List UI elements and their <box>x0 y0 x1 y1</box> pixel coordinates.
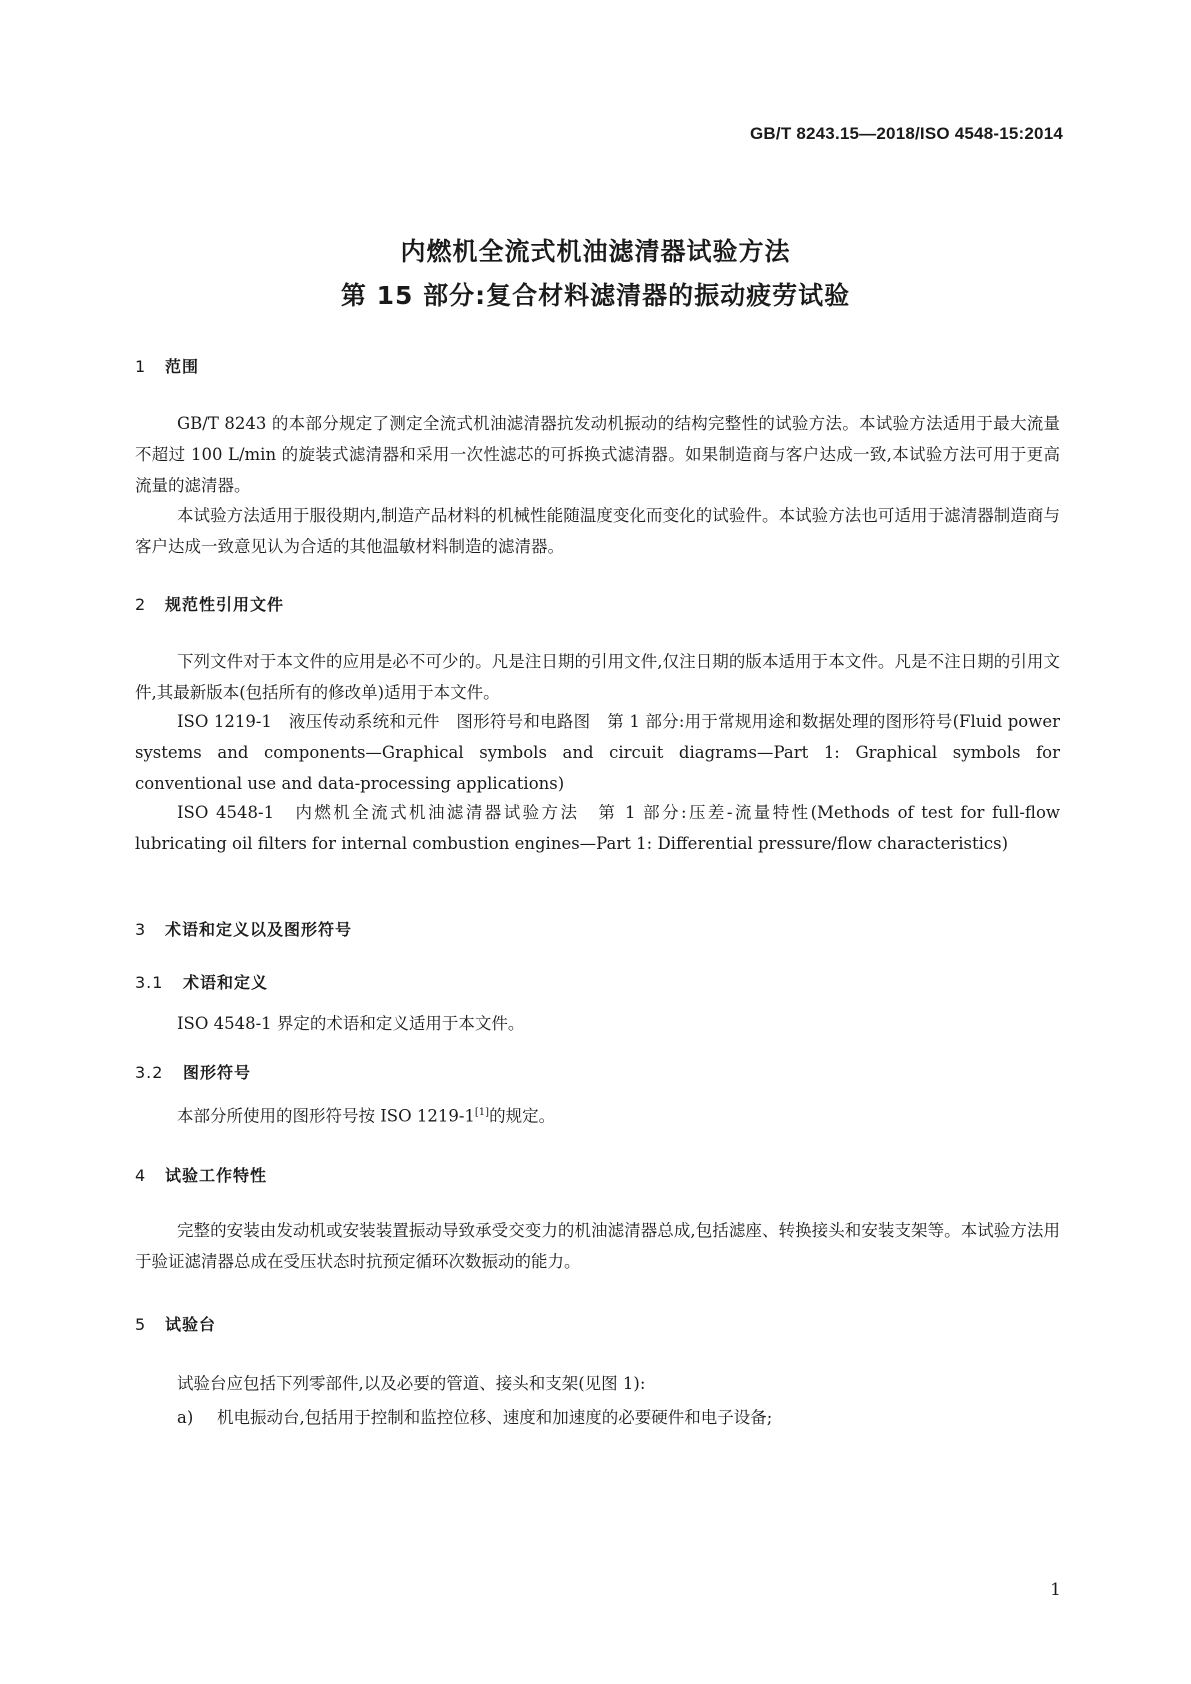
section-2-paragraph-1: 下列文件对于本文件的应用是必不可少的。凡是注日期的引用文件,仅注日期的版本适用于本文件。凡是不注日期的引用文件,其最新版本(包括所有的修改单)适用于本文件。 <box>135 652 1060 702</box>
standard-code: GB/T 8243.15—2018/ISO 4548-15:2014 <box>750 124 1063 143</box>
section-3-2-text <box>135 1097 1060 1132</box>
subsection-number: 3.2 <box>135 1063 164 1082</box>
section-number: 4 <box>135 1166 147 1185</box>
subsection-title: 术语和定义 <box>183 973 269 992</box>
citation-ref: [1] <box>474 1107 490 1118</box>
reference-iso-1219-1: ISO 1219-1 液压传动系统和元件 图形符号和电路图 第 1 部分:用于常规用途和数据处理的图形符号(Fluid power systems and components—Graphical symbols and circuit diagrams—Part 1: Graphical symbols for conventional use and data-processing applications) <box>135 712 1060 793</box>
section-3-heading <box>135 917 352 940</box>
section-2-heading <box>135 592 284 615</box>
text-part: 本部分所使用的图形符号按 ISO 1219-1 <box>177 1106 475 1126</box>
section-number: 1 <box>135 357 147 376</box>
section-3-2-heading <box>135 1060 251 1083</box>
section-number: 3 <box>135 920 147 939</box>
section-3-1-text: ISO 4548-1 界定的术语和定义适用于本文件。 <box>177 1014 525 1033</box>
section-title: 范围 <box>165 357 200 376</box>
section-5-heading <box>135 1312 216 1335</box>
section-5-paragraph-1: 试验台应包括下列零部件,以及必要的管道、接头和支架(见图 1): <box>177 1374 646 1393</box>
section-1-paragraph-1: GB/T 8243 的本部分规定了测定全流式机油滤清器抗发动机振动的结构完整性的试验方法。本试验方法适用于最大流量不超过 100 L/min 的旋装式滤清器和采用一次性滤芯的可拆换式滤清器。如果制造商与客户达成一致,本试验方法可用于更高流量的滤清器。 <box>135 414 1060 495</box>
section-4-heading <box>135 1163 267 1186</box>
reference-iso-4548-1: ISO 4548-1 内燃机全流式机油滤清器试验方法 第 1 部分:压差-流量特性(Methods of test for full-flow lubricating oil filters for internal combustion engines—Part 1: Differential pressure/flow characteristics) <box>135 803 1060 853</box>
text-part: 的规定。 <box>489 1106 556 1126</box>
section-1-heading <box>135 354 199 377</box>
section-title: 试验工作特性 <box>165 1166 268 1185</box>
section-4-paragraph-1: 完整的安装由发动机或安装装置振动导致承受交变力的机油滤清器总成,包括滤座、转换接头和安装支架等。本试验方法用于验证滤清器总成在受压状态时抗预定循环次数振动的能力。 <box>135 1221 1060 1271</box>
section-title: 术语和定义以及图形符号 <box>165 920 353 939</box>
section-title: 规范性引用文件 <box>165 595 285 614</box>
section-1-paragraph-2: 本试验方法适用于服役期内,制造产品材料的机械性能随温度变化而变化的试验件。本试验方法也可适用于滤清器制造商与客户达成一致意见认为合适的其他温敏材料制造的滤清器。 <box>135 506 1060 556</box>
section-number: 5 <box>135 1315 147 1334</box>
section-3-1-heading <box>135 970 268 993</box>
section-title: 试验台 <box>165 1315 217 1334</box>
subsection-title: 图形符号 <box>183 1063 252 1082</box>
list-marker: a) <box>177 1408 194 1427</box>
page-number: 1 <box>1050 1580 1061 1600</box>
list-item-text: 机电振动台,包括用于控制和监控位移、速度和加速度的必要硬件和电子设备; <box>217 1408 773 1427</box>
document-title-line1: 内燃机全流式机油滤清器试验方法 <box>400 237 791 266</box>
subsection-number: 3.1 <box>135 973 164 992</box>
document-title-line2: 第 15 部分:复合材料滤清器的振动疲劳试验 <box>340 281 851 310</box>
list-item-a <box>177 1404 772 1428</box>
section-number: 2 <box>135 595 147 614</box>
